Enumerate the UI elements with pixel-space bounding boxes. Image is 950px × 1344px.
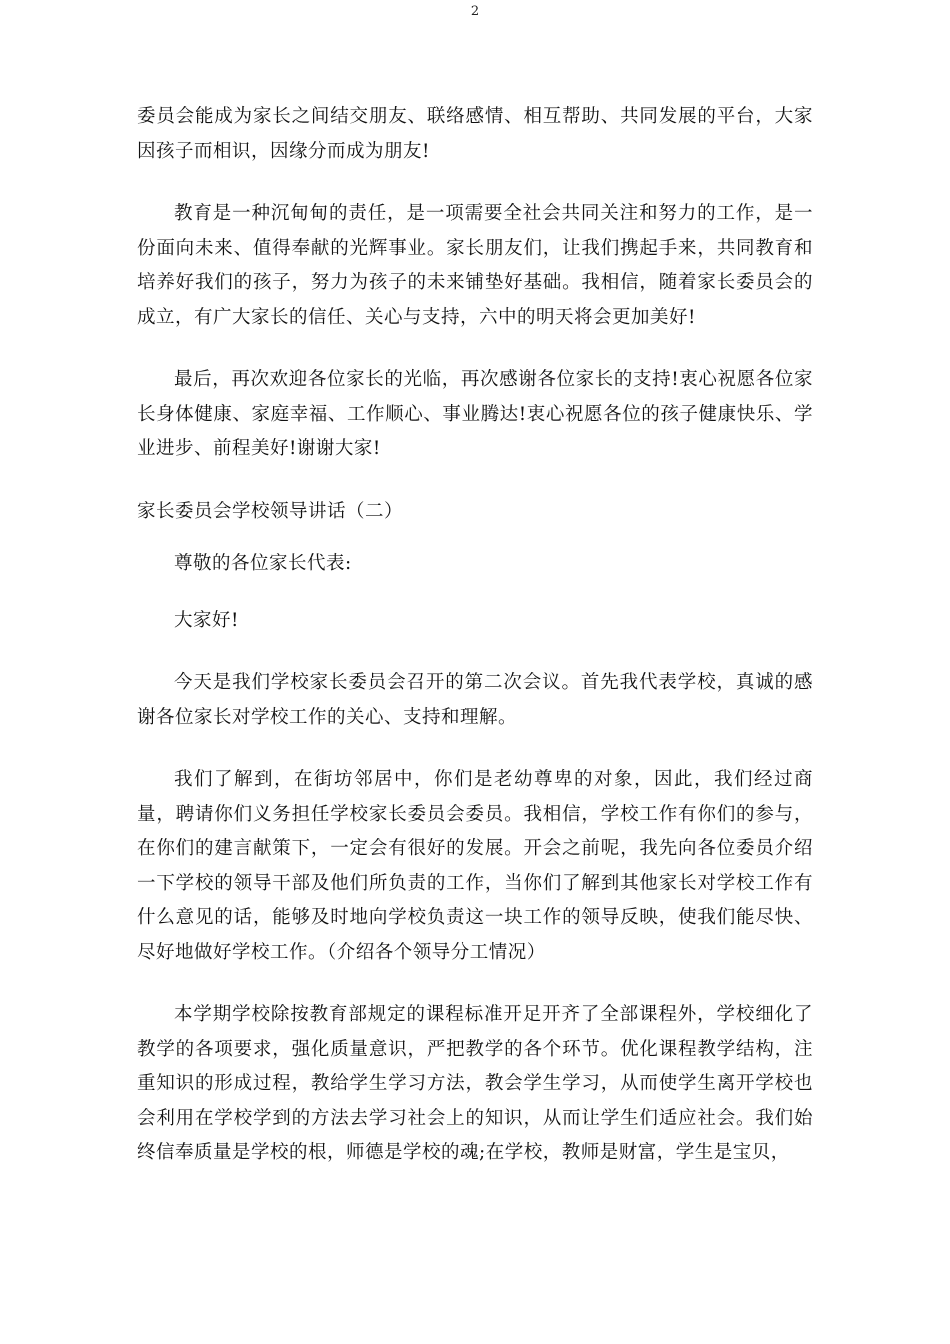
paragraph-meeting: 今天是我们学校家长委员会召开的第二次会议。首先我代表学校，真诚的感谢各位家长对学校工作的关心、支持和理解。 [137,672,813,728]
paragraph-committee: 我们了解到，在街坊邻居中，你们是老幼尊卑的对象，因此，我们经过商量，聘请你们义务担任学校家长委员会委员。我相信，学校工作有你们的参与，在你们的建言献策下，一定会有很好的发展。开会之前呢，我先向各位委员介绍一下学校的领导干部及他们所负责的工作，当你们了解到其他家长对学校工作有什么意见的话，能够及时地向学校负责这一块工作的领导反映，使我们能尽快、尽好地做好学校工作。（介绍各个领导分工情况） [137,769,813,963]
paragraph-closing: 最后，再次欢迎各位家长的光临，再次感谢各位家长的支持!衷心祝愿各位家长身体健康、家庭幸福、工作顺心、事业腾达!衷心祝愿各位的孩子健康快乐、学业进步、前程美好!谢谢大家! [137,369,813,459]
page-number: 2 [470,4,480,19]
section-heading: 家长委员会学校领导讲话（二） [137,500,404,522]
paragraph-curriculum: 本学期学校除按教育部规定的课程标准开足开齐了全部课程外，学校细化了教学的各项要求，强化质量意识，严把教学的各个环节。优化课程教学结构，注重知识的形成过程，教给学生学习方法，教会学生学习，从而使学生离开学校也会利用在学校学到的方法去学习社会上的知识，从而让学生们适应社会。我们始终信奉质量是学校的根，师德是学校的魂;在学校，教师是财富，学生是宝贝， [137,1004,813,1163]
greeting: 大家好! [174,609,239,631]
paragraph-education: 教育是一种沉甸甸的责任，是一项需要全社会共同关注和努力的工作，是一份面向未来、值得奉献的光辉事业。家长朋友们，让我们携起手来，共同教育和培养好我们的孩子，努力为孩子的未来铺垫好基础。我相信，随着家长委员会的成立，有广大家长的信任、关心与支持，六中的明天将会更加美好! [137,203,813,328]
paragraph-continuation: 委员会能成为家长之间结交朋友、联络感情、相互帮助、共同发展的平台，大家因孩子而相识，因缘分而成为朋友! [137,106,813,162]
salutation: 尊敬的各位家长代表: [174,553,352,574]
document-body [137,100,813,1199]
